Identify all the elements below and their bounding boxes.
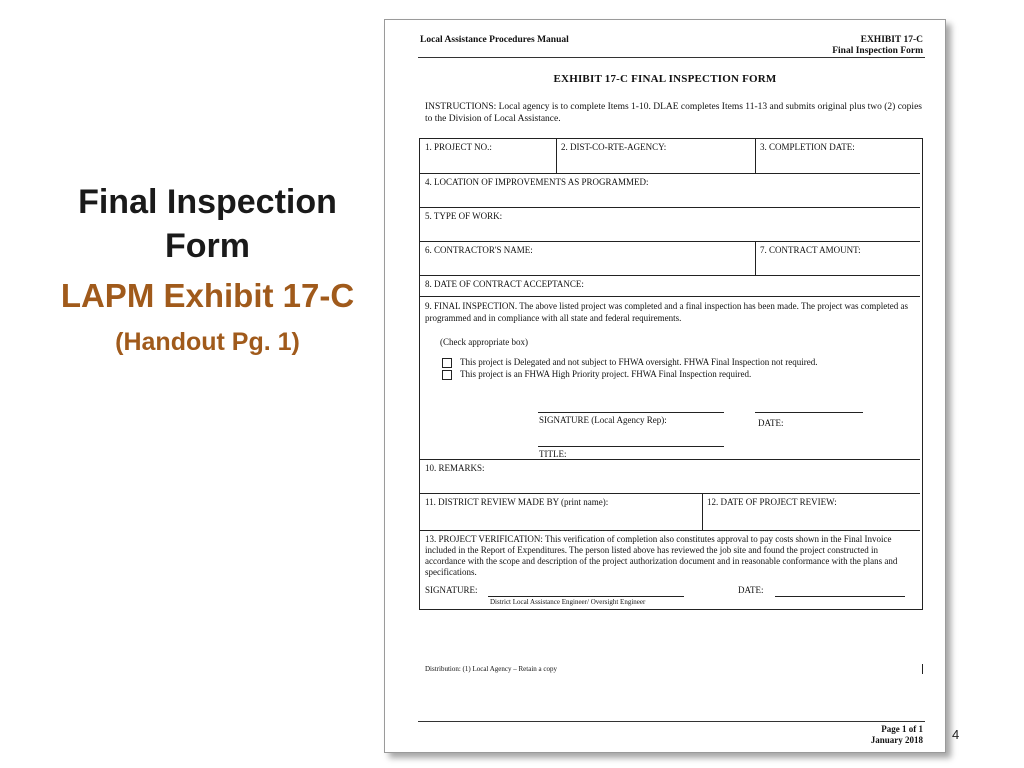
verification-date-label: DATE: (738, 585, 764, 595)
divider (755, 242, 756, 276)
date-label: DATE: (758, 418, 784, 428)
slide-page-number: 4 (952, 727, 960, 742)
form-document-image (384, 19, 946, 753)
option-delegated: This project is Delegated and not subject to FHWA oversight. FHWA Final Inspection not required. (460, 357, 818, 367)
row-10 (420, 460, 920, 494)
form-instructions: INSTRUCTIONS: Local agency is to complete Items 1-10. DLAE completes Items 11-13 and submits original plus two (2) copies to the Division of Local Assistance. (425, 102, 922, 124)
doc-date: January 2018 (870, 735, 923, 745)
field-review-date: 12. DATE OF PROJECT REVIEW: (707, 497, 837, 507)
doc-header-exhibit: EXHIBIT 17-C (860, 35, 923, 45)
title-label: TITLE: (539, 449, 567, 459)
doc-header-left: Local Assistance Procedures Manual (420, 35, 569, 45)
slide-title-line1: Final Inspection (78, 183, 337, 221)
field-contract-acceptance: 8. DATE OF CONTRACT ACCEPTANCE: (425, 279, 584, 289)
field-remarks: 10. REMARKS: (425, 463, 485, 473)
field-contract-amount: 7. CONTRACT AMOUNT: (760, 245, 861, 255)
signature-line (538, 412, 724, 413)
checkbox-delegated[interactable] (442, 358, 452, 368)
field-contractor-name: 6. CONTRACTOR'S NAME: (425, 245, 533, 255)
doc-header-form-name: Final Inspection Form (832, 46, 923, 56)
form-title: EXHIBIT 17-C FINAL INSPECTION FORM (553, 73, 777, 85)
field-dist-co-rte-agency: 2. DIST-CO-RTE-AGENCY: (561, 142, 667, 152)
option-high-priority: This project is an FHWA High Priority project. FHWA Final Inspection required. (460, 369, 752, 379)
checkbox-high-priority[interactable] (442, 370, 452, 380)
check-instruction: (Check appropriate box) (440, 337, 528, 347)
slide-subtitle: LAPM Exhibit 17-C (60, 277, 355, 314)
field-completion-date: 3. COMPLETION DATE: (760, 142, 855, 152)
divider (556, 139, 557, 174)
doc-header-right (832, 35, 923, 57)
field-type-of-work: 5. TYPE OF WORK: (425, 211, 503, 221)
field-location: 4. LOCATION OF IMPROVEMENTS AS PROGRAMMED: (425, 177, 649, 187)
verification-signature-line (488, 596, 684, 597)
field-final-inspection: 9. FINAL INSPECTION. The above listed project was completed and a final inspection has been made. The project was completed as programmed and in compliance with all state and federal requirements. (425, 301, 908, 323)
verification-signature-label: SIGNATURE: (425, 585, 478, 595)
divider (755, 139, 756, 174)
field-project-verification: 13. PROJECT VERIFICATION: This verification of completion also constitutes approval to pay costs shown in the Final Invoice included in the Report of Expenditures. The person listed above has reviewed the job site and found the project constructed in accordance with the scope and description of the project authorization document and in reasonable conformance with the plans and specifications. (425, 534, 898, 577)
signature-label: SIGNATURE (Local Agency Rep): (539, 415, 667, 425)
distribution-note: Distribution: (1) Local Agency – Retain a copy (425, 665, 557, 673)
header-rule (418, 57, 925, 58)
verification-date-line (775, 596, 905, 597)
footer-rule (418, 721, 925, 722)
handout-reference: (Handout Pg. 1) (115, 328, 300, 356)
field-district-review: 11. DISTRICT REVIEW MADE BY (print name): (425, 497, 609, 507)
title-line (538, 446, 724, 447)
field-project-no: 1. PROJECT NO.: (425, 142, 492, 152)
margin-bar (922, 664, 923, 674)
slide-title-block (30, 180, 385, 357)
doc-footer (871, 724, 923, 746)
divider (702, 494, 703, 531)
date-line (755, 412, 863, 413)
form-table (419, 138, 923, 610)
doc-page-count: Page 1 of 1 (881, 724, 923, 734)
verification-signature-caption: District Local Assistance Engineer/ Oversight Engineer (490, 598, 646, 606)
slide-title-line2: Form (165, 227, 250, 265)
